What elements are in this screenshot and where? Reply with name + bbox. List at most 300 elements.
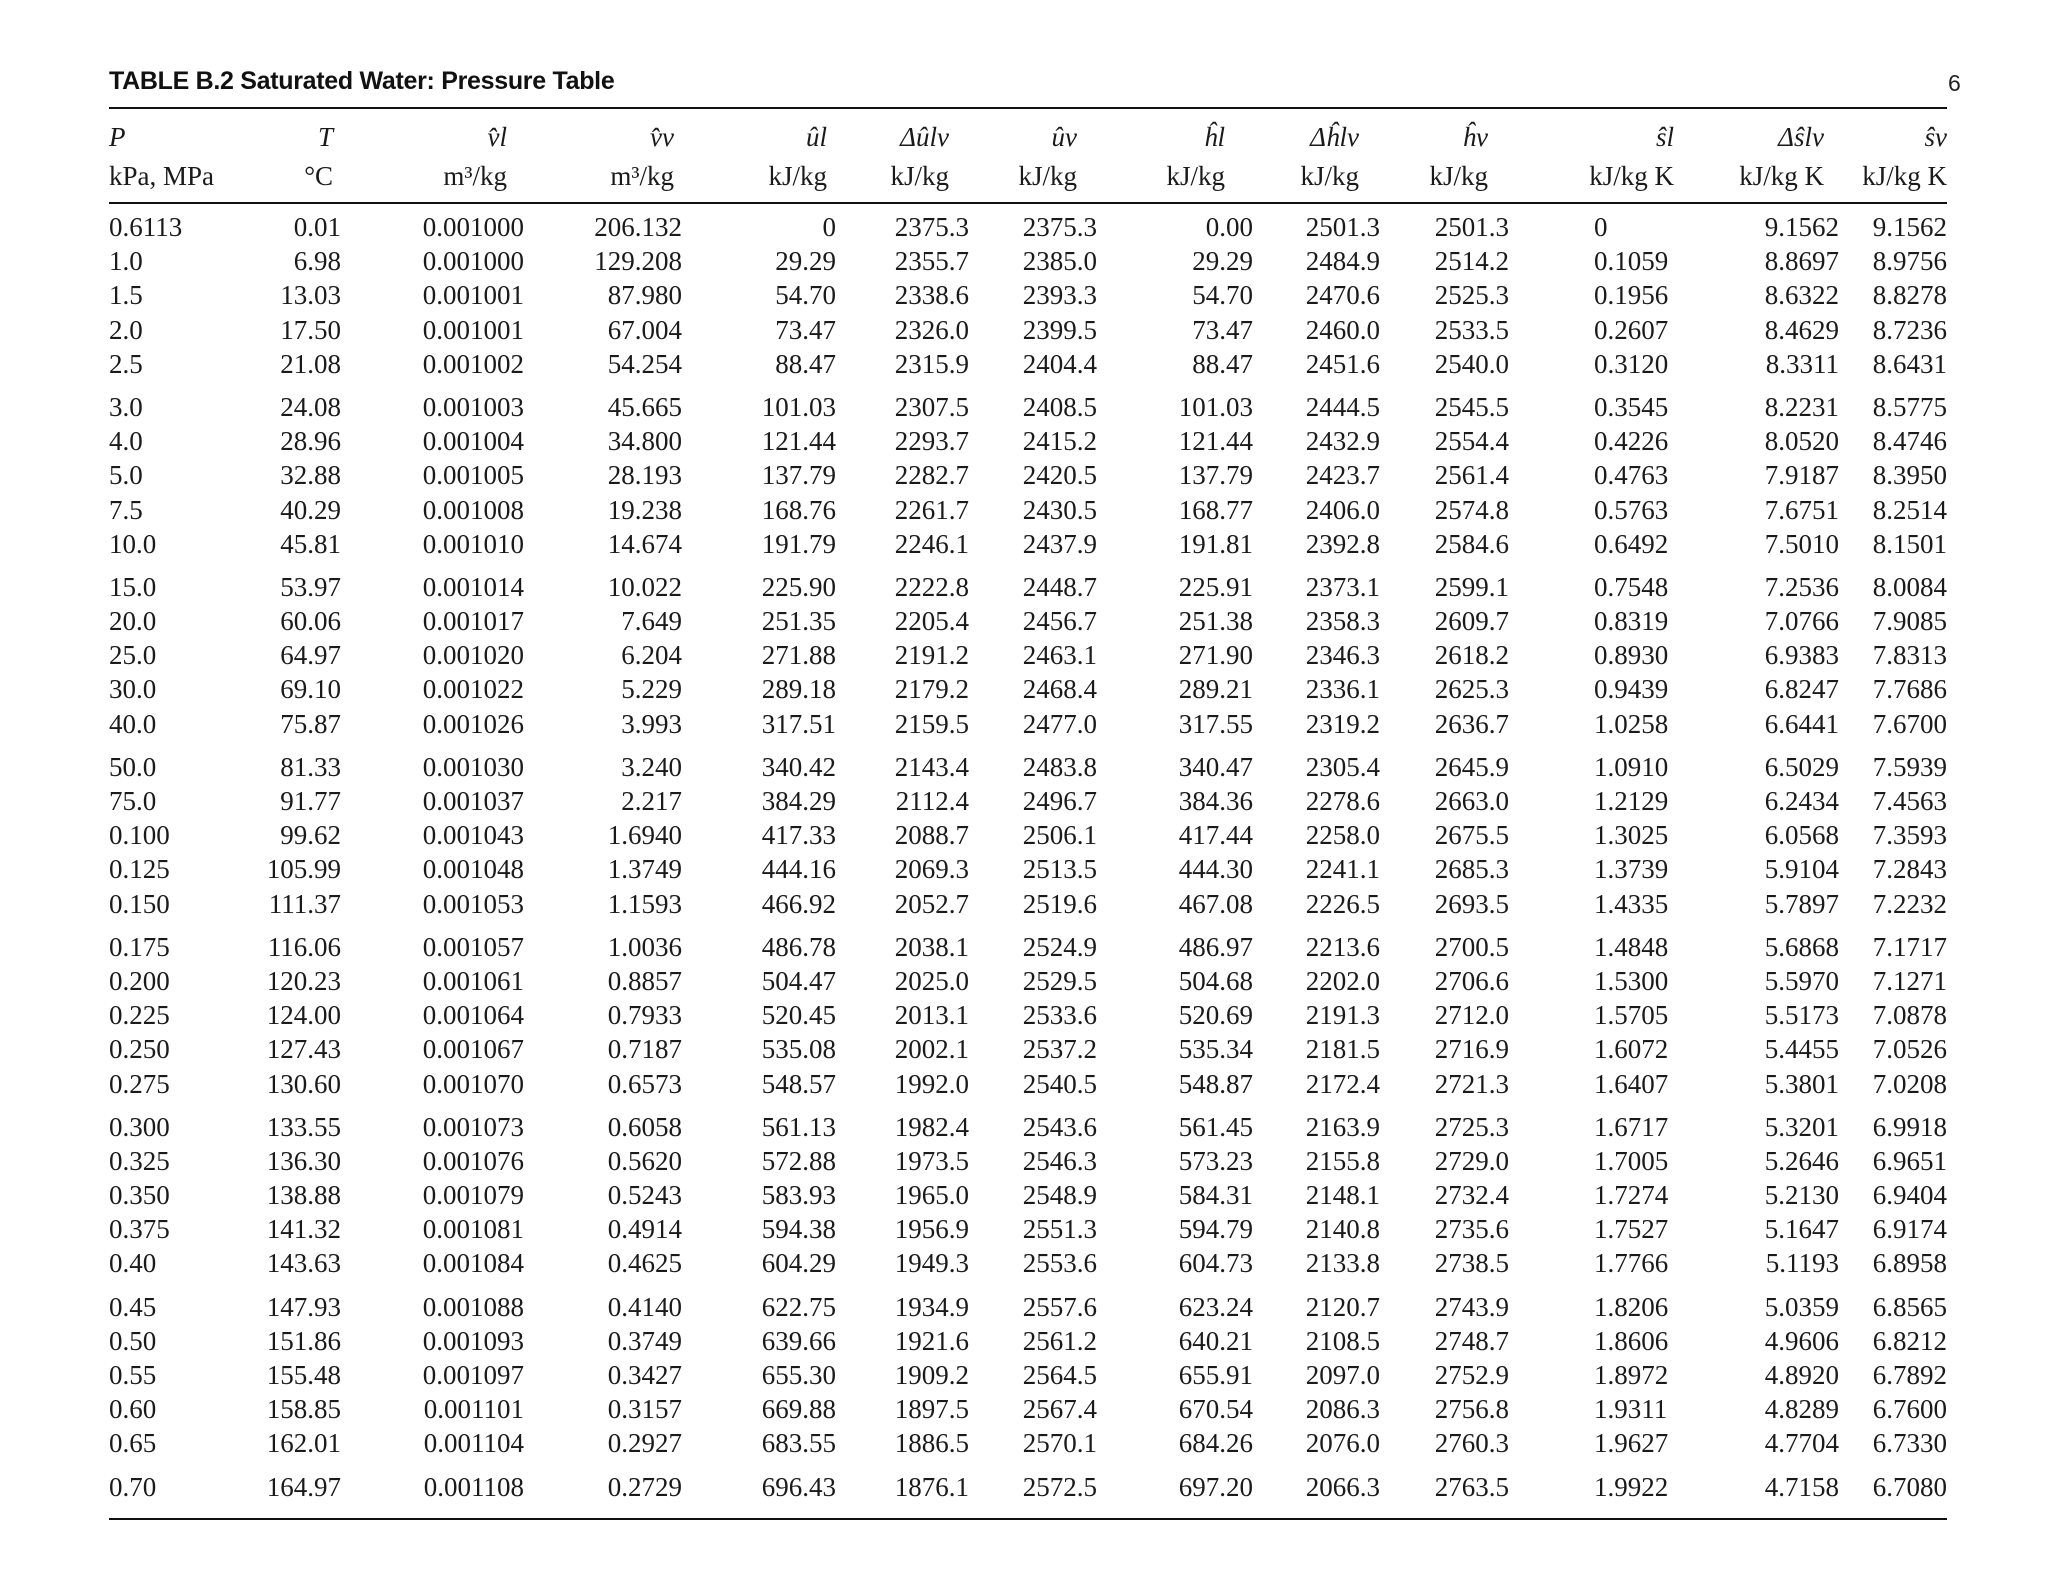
table-row <box>109 818 1947 852</box>
cell-h-liquid: 289.21 <box>1178 674 1253 705</box>
cell-s-evap: 6.0568 <box>1764 820 1839 851</box>
cell-u-vapor: 2540.5 <box>1022 1068 1097 1099</box>
cell-pressure: 0.350 <box>109 1180 170 1211</box>
cell-h-evap: 2278.6 <box>1305 786 1380 816</box>
cell-h-vapor: 2760.3 <box>1434 1428 1509 1459</box>
cell-u-liquid: 504.47 <box>761 965 836 996</box>
cell-v-vapor: 45.665 <box>607 391 682 422</box>
cell-h-vapor: 2599.1 <box>1434 571 1509 602</box>
header-unit-u-vapor: kJ/kg <box>1018 161 1077 191</box>
cell-s-liquid: 1.0258 <box>1594 708 1669 739</box>
cell-s-liquid: 1.0910 <box>1594 751 1669 782</box>
cell-s-vapor: 6.8958 <box>1872 1248 1947 1279</box>
cell-v-vapor: 129.208 <box>594 246 682 277</box>
cell-u-liquid: 520.45 <box>761 1000 836 1031</box>
cell-temperature: 155.48 <box>266 1360 341 1390</box>
cell-h-vapor: 2533.5 <box>1434 314 1509 345</box>
cell-h-liquid: 251.38 <box>1178 606 1253 637</box>
cell-s-vapor: 7.1271 <box>1872 965 1947 996</box>
cell-temperature: 138.88 <box>266 1180 341 1211</box>
cell-s-vapor: 7.5939 <box>1872 751 1947 782</box>
table-row <box>109 1392 1947 1426</box>
cell-v-liquid: 0.001000 <box>422 212 524 242</box>
cell-pressure: 3.0 <box>109 391 143 422</box>
cell-s-liquid: 0.1956 <box>1594 280 1669 311</box>
cell-h-vapor: 2706.6 <box>1434 965 1509 996</box>
cell-h-vapor: 2561.4 <box>1434 460 1509 491</box>
cell-s-liquid: 0 <box>1594 212 1608 242</box>
cell-u-vapor: 2543.6 <box>1022 1111 1097 1142</box>
table-row <box>109 964 1947 998</box>
cell-h-evap: 2484.9 <box>1305 246 1380 277</box>
cell-h-evap: 2358.3 <box>1305 606 1380 637</box>
cell-h-vapor: 2729.0 <box>1434 1145 1509 1176</box>
cell-h-vapor: 2554.4 <box>1434 426 1509 457</box>
cell-h-liquid: 73.47 <box>1192 314 1253 345</box>
cell-pressure: 0.200 <box>109 965 170 996</box>
cell-h-liquid: 573.23 <box>1178 1145 1253 1176</box>
table-body <box>109 210 1947 1513</box>
cell-temperature: 21.08 <box>280 348 341 379</box>
cell-u-vapor: 2408.5 <box>1022 391 1097 422</box>
cell-temperature: 111.37 <box>268 888 341 919</box>
cell-s-vapor: 6.8212 <box>1872 1325 1947 1356</box>
cell-temperature: 6.98 <box>293 246 341 277</box>
cell-s-evap: 7.6751 <box>1764 494 1839 525</box>
cell-temperature: 158.85 <box>266 1394 341 1425</box>
cell-h-vapor: 2685.3 <box>1434 854 1509 885</box>
cell-u-liquid: 384.29 <box>761 786 836 816</box>
cell-temperature: 164.97 <box>266 1471 341 1502</box>
table-row <box>109 493 1947 527</box>
cell-u-liquid: 73.47 <box>775 314 836 345</box>
cell-h-evap: 2258.0 <box>1305 820 1380 851</box>
cell-u-evap: 2052.7 <box>894 888 969 919</box>
cell-u-liquid: 696.43 <box>761 1471 836 1502</box>
cell-u-evap: 2025.0 <box>894 965 969 996</box>
cell-h-evap: 2451.6 <box>1305 348 1380 379</box>
cell-s-evap: 5.6868 <box>1764 931 1839 962</box>
cell-s-evap: 5.4455 <box>1764 1034 1839 1065</box>
cell-temperature: 124.00 <box>266 1000 341 1031</box>
cell-u-evap: 2013.1 <box>894 1000 969 1031</box>
header-unit-u-evap: kJ/kg <box>890 161 949 191</box>
header-unit-v-vapor: m³/kg <box>610 161 674 191</box>
cell-h-liquid: 561.45 <box>1178 1111 1253 1142</box>
cell-s-evap: 8.0520 <box>1764 426 1839 457</box>
cell-u-vapor: 2483.8 <box>1022 751 1097 782</box>
row-group <box>109 1110 1947 1281</box>
page-number: 6 <box>1948 70 1961 96</box>
cell-v-vapor: 2.217 <box>621 786 682 816</box>
table-row <box>109 1358 1947 1392</box>
table-row <box>109 887 1947 921</box>
header-unit-v-liquid: m³/kg <box>443 161 507 191</box>
cell-s-liquid: 0.5763 <box>1594 494 1669 525</box>
cell-pressure: 0.300 <box>109 1111 170 1142</box>
cell-u-liquid: 317.51 <box>761 708 836 739</box>
table-top-rule <box>109 107 1947 109</box>
cell-s-vapor: 6.7892 <box>1872 1360 1947 1390</box>
header-unit-s-evap: kJ/kg K <box>1739 161 1824 191</box>
cell-v-vapor: 67.004 <box>607 314 682 345</box>
cell-pressure: 10.0 <box>109 528 157 559</box>
cell-u-vapor: 2415.2 <box>1022 426 1097 457</box>
cell-s-evap: 8.6322 <box>1764 280 1839 311</box>
cell-h-liquid: 697.20 <box>1178 1471 1253 1502</box>
cell-s-vapor: 6.7600 <box>1872 1394 1947 1425</box>
cell-pressure: 0.225 <box>109 1000 170 1031</box>
header-symbol-s-evap: Δŝlv <box>1778 122 1824 152</box>
cell-u-evap: 1965.0 <box>894 1180 969 1211</box>
cell-s-liquid: 1.6407 <box>1594 1068 1669 1099</box>
cell-h-liquid: 684.26 <box>1178 1428 1253 1459</box>
cell-u-vapor: 2420.5 <box>1022 460 1097 491</box>
cell-s-liquid: 1.8972 <box>1594 1360 1669 1390</box>
cell-v-liquid: 0.001073 <box>422 1111 524 1142</box>
cell-s-evap: 6.2434 <box>1764 786 1839 816</box>
cell-s-evap: 7.5010 <box>1764 528 1839 559</box>
cell-s-vapor: 7.4563 <box>1872 786 1947 816</box>
cell-s-vapor: 6.8565 <box>1872 1291 1947 1322</box>
cell-u-evap: 1934.9 <box>894 1291 969 1322</box>
cell-s-evap: 4.7704 <box>1764 1428 1839 1459</box>
cell-h-evap: 2406.0 <box>1305 494 1380 525</box>
cell-u-evap: 1886.5 <box>894 1428 969 1459</box>
cell-pressure: 0.55 <box>109 1360 157 1390</box>
cell-u-evap: 2338.6 <box>894 280 969 311</box>
cell-s-liquid: 0.6492 <box>1594 528 1669 559</box>
cell-s-liquid: 0.4763 <box>1594 460 1669 491</box>
table-row <box>109 852 1947 886</box>
cell-u-vapor: 2477.0 <box>1022 708 1097 739</box>
cell-v-vapor: 14.674 <box>607 528 682 559</box>
cell-s-liquid: 1.4848 <box>1594 931 1669 962</box>
cell-h-liquid: 317.55 <box>1178 708 1253 739</box>
cell-h-liquid: 225.91 <box>1178 571 1253 602</box>
cell-h-vapor: 2574.8 <box>1434 494 1509 525</box>
cell-s-liquid: 1.9922 <box>1594 1471 1669 1502</box>
cell-pressure: 0.125 <box>109 854 170 885</box>
cell-u-evap: 2222.8 <box>894 571 969 602</box>
cell-h-liquid: 121.44 <box>1178 426 1253 457</box>
cell-h-liquid: 137.79 <box>1178 460 1253 491</box>
cell-u-vapor: 2385.0 <box>1022 246 1097 277</box>
cell-v-liquid: 0.001037 <box>422 786 524 816</box>
cell-u-vapor: 2548.9 <box>1022 1180 1097 1211</box>
cell-pressure: 50.0 <box>109 751 157 782</box>
cell-s-evap: 5.3801 <box>1764 1068 1839 1099</box>
table-row <box>109 1324 1947 1358</box>
cell-u-liquid: 535.08 <box>761 1034 836 1065</box>
cell-u-evap: 2002.1 <box>894 1034 969 1065</box>
cell-s-vapor: 7.7686 <box>1872 674 1947 705</box>
cell-u-evap: 2112.4 <box>895 786 969 816</box>
cell-v-liquid: 0.001017 <box>422 606 524 637</box>
cell-h-liquid: 594.79 <box>1178 1214 1253 1245</box>
cell-h-evap: 2202.0 <box>1305 965 1380 996</box>
cell-temperature: 147.93 <box>266 1291 341 1322</box>
cell-v-liquid: 0.001048 <box>422 854 524 885</box>
table-row <box>109 604 1947 638</box>
cell-u-evap: 2261.7 <box>894 494 969 525</box>
table-bottom-rule <box>109 1518 1947 1520</box>
cell-s-vapor: 7.3593 <box>1872 820 1947 851</box>
cell-u-evap: 1992.0 <box>894 1068 969 1099</box>
header-unit-temperature: °C <box>304 161 333 191</box>
cell-temperature: 64.97 <box>280 640 341 671</box>
cell-u-evap: 2375.3 <box>894 212 969 242</box>
cell-v-vapor: 87.980 <box>607 280 682 311</box>
cell-h-liquid: 340.47 <box>1178 751 1253 782</box>
cell-h-liquid: 29.29 <box>1192 246 1253 277</box>
cell-s-evap: 6.5029 <box>1764 751 1839 782</box>
cell-u-evap: 2326.0 <box>894 314 969 345</box>
cell-h-vapor: 2609.7 <box>1434 606 1509 637</box>
cell-u-liquid: 639.66 <box>761 1325 836 1356</box>
cell-s-vapor: 6.9174 <box>1872 1214 1947 1245</box>
cell-s-evap: 5.5173 <box>1764 1000 1839 1031</box>
cell-v-liquid: 0.001101 <box>423 1394 524 1425</box>
cell-s-liquid: 0.3545 <box>1594 391 1669 422</box>
cell-v-liquid: 0.001057 <box>422 931 524 962</box>
cell-v-vapor: 0.8857 <box>607 965 682 996</box>
cell-h-liquid: 623.24 <box>1178 1291 1253 1322</box>
cell-s-liquid: 1.8606 <box>1594 1325 1669 1356</box>
cell-u-evap: 1897.5 <box>894 1394 969 1425</box>
cell-u-evap: 1982.4 <box>894 1111 969 1142</box>
cell-temperature: 32.88 <box>280 460 341 491</box>
cell-v-liquid: 0.001001 <box>422 280 524 311</box>
cell-h-vapor: 2540.0 <box>1434 348 1509 379</box>
cell-u-vapor: 2468.4 <box>1022 674 1097 705</box>
cell-u-liquid: 417.33 <box>761 820 836 851</box>
cell-u-liquid: 289.18 <box>761 674 836 705</box>
table-row <box>109 930 1947 964</box>
cell-s-liquid: 0.3120 <box>1594 348 1669 379</box>
cell-h-liquid: 520.69 <box>1178 1000 1253 1031</box>
cell-temperature: 17.50 <box>280 314 341 345</box>
cell-v-liquid: 0.001010 <box>422 528 524 559</box>
cell-temperature: 127.43 <box>266 1034 341 1065</box>
header-symbol-v-vapor: v̂v <box>650 122 674 152</box>
cell-h-evap: 2444.5 <box>1305 391 1380 422</box>
cell-u-evap: 2069.3 <box>894 854 969 885</box>
table-row <box>109 784 1947 818</box>
cell-v-liquid: 0.001030 <box>422 751 524 782</box>
cell-s-vapor: 6.7080 <box>1872 1471 1947 1502</box>
header-symbol-u-liquid: ûl <box>805 122 827 152</box>
cell-temperature: 53.97 <box>280 571 341 602</box>
header-unit-u-liquid: kJ/kg <box>768 161 827 191</box>
table-row <box>109 1246 1947 1280</box>
cell-temperature: 75.87 <box>280 708 341 739</box>
cell-h-liquid: 88.47 <box>1192 348 1253 379</box>
table-row <box>109 347 1947 381</box>
cell-h-liquid: 655.91 <box>1178 1360 1253 1390</box>
cell-u-liquid: 137.79 <box>761 460 836 491</box>
header-symbol-h-liquid: ĥl <box>1203 122 1225 152</box>
cell-s-vapor: 7.9085 <box>1872 606 1947 637</box>
cell-h-liquid: 584.31 <box>1178 1180 1253 1211</box>
cell-h-liquid: 504.68 <box>1178 965 1253 996</box>
cell-u-vapor: 2404.4 <box>1022 348 1097 379</box>
cell-u-liquid: 561.13 <box>761 1111 836 1142</box>
cell-s-liquid: 1.7005 <box>1594 1145 1669 1176</box>
cell-pressure: 0.65 <box>109 1428 157 1459</box>
cell-u-vapor: 2430.5 <box>1022 494 1097 525</box>
cell-u-liquid: 466.92 <box>761 888 836 919</box>
cell-h-evap: 2140.8 <box>1305 1214 1380 1245</box>
cell-h-vapor: 2735.6 <box>1434 1214 1509 1245</box>
cell-u-liquid: 340.42 <box>761 751 836 782</box>
cell-v-vapor: 1.1593 <box>607 888 682 919</box>
cell-h-vapor: 2716.9 <box>1434 1034 1509 1065</box>
cell-v-liquid: 0.001079 <box>422 1180 524 1211</box>
cell-u-evap: 1956.9 <box>894 1214 969 1245</box>
cell-s-liquid: 1.3025 <box>1594 820 1669 851</box>
cell-pressure: 20.0 <box>109 606 157 637</box>
cell-h-vapor: 2756.8 <box>1434 1394 1509 1425</box>
cell-u-liquid: 101.03 <box>761 391 836 422</box>
cell-h-liquid: 101.03 <box>1178 391 1253 422</box>
cell-temperature: 24.08 <box>280 391 341 422</box>
cell-u-vapor: 2448.7 <box>1022 571 1097 602</box>
cell-h-vapor: 2721.3 <box>1434 1068 1509 1099</box>
cell-s-evap: 9.1562 <box>1764 212 1839 242</box>
cell-temperature: 120.23 <box>266 965 341 996</box>
cell-s-vapor: 8.2514 <box>1872 494 1947 525</box>
cell-u-evap: 1973.5 <box>894 1145 969 1176</box>
cell-u-vapor: 2529.5 <box>1022 965 1097 996</box>
cell-h-vapor: 2743.9 <box>1434 1291 1509 1322</box>
cell-h-evap: 2133.8 <box>1305 1248 1380 1279</box>
table-row <box>109 998 1947 1032</box>
cell-u-liquid: 168.76 <box>761 494 836 525</box>
header-unit-h-liquid: kJ/kg <box>1166 161 1225 191</box>
cell-u-vapor: 2546.3 <box>1022 1145 1097 1176</box>
cell-h-liquid: 604.73 <box>1178 1248 1253 1279</box>
cell-s-vapor: 7.1717 <box>1872 931 1947 962</box>
cell-temperature: 69.10 <box>280 674 341 705</box>
header-unit-h-vapor: kJ/kg <box>1429 161 1488 191</box>
header-symbol-temperature: T <box>317 122 333 152</box>
table-row <box>109 278 1947 312</box>
cell-s-vapor: 7.0208 <box>1872 1068 1947 1099</box>
cell-u-liquid: 191.79 <box>761 528 836 559</box>
cell-h-liquid: 486.97 <box>1178 931 1253 962</box>
header-symbol-h-evap: Δĥlv <box>1310 122 1359 152</box>
cell-v-liquid: 0.001108 <box>423 1471 524 1502</box>
cell-v-vapor: 19.238 <box>607 494 682 525</box>
cell-h-vapor: 2732.4 <box>1434 1180 1509 1211</box>
table-row <box>109 1144 1947 1178</box>
cell-u-evap: 1876.1 <box>894 1471 969 1502</box>
cell-v-liquid: 0.001076 <box>422 1145 524 1176</box>
table-row <box>109 244 1947 278</box>
cell-u-liquid: 271.88 <box>761 640 836 671</box>
cell-s-evap: 8.4629 <box>1764 314 1839 345</box>
cell-h-liquid: 548.87 <box>1178 1068 1253 1099</box>
cell-u-vapor: 2564.5 <box>1022 1360 1097 1390</box>
cell-pressure: 0.45 <box>109 1291 157 1322</box>
cell-temperature: 45.81 <box>280 528 341 559</box>
cell-s-vapor: 6.9918 <box>1872 1111 1947 1142</box>
table-row <box>109 570 1947 604</box>
cell-h-liquid: 191.81 <box>1178 528 1253 559</box>
cell-h-vapor: 2645.9 <box>1434 751 1509 782</box>
cell-s-vapor: 7.8313 <box>1872 640 1947 671</box>
cell-h-vapor: 2618.2 <box>1434 640 1509 671</box>
cell-pressure: 2.0 <box>109 314 143 345</box>
header-unit-pressure: kPa, MPa <box>109 161 215 191</box>
cell-v-liquid: 0.001084 <box>422 1248 524 1279</box>
cell-s-vapor: 7.6700 <box>1872 708 1947 739</box>
table-header-rule <box>109 202 1947 204</box>
cell-u-liquid: 655.30 <box>761 1360 836 1390</box>
cell-pressure: 4.0 <box>109 426 143 457</box>
cell-s-evap: 5.2646 <box>1764 1145 1839 1176</box>
cell-u-evap: 2307.5 <box>894 391 969 422</box>
cell-v-liquid: 0.001088 <box>422 1291 524 1322</box>
cell-s-liquid: 1.6717 <box>1594 1111 1669 1142</box>
cell-v-vapor: 1.0036 <box>607 931 682 962</box>
table-row <box>109 1067 1947 1101</box>
cell-h-liquid: 444.30 <box>1178 854 1253 885</box>
cell-v-liquid: 0.001081 <box>422 1214 524 1245</box>
cell-u-evap: 1949.3 <box>894 1248 969 1279</box>
cell-temperature: 130.60 <box>266 1068 341 1099</box>
cell-s-evap: 5.2130 <box>1764 1180 1839 1211</box>
cell-h-evap: 2501.3 <box>1305 212 1380 242</box>
cell-u-vapor: 2533.6 <box>1022 1000 1097 1031</box>
cell-s-evap: 7.2536 <box>1764 571 1839 602</box>
cell-pressure: 0.60 <box>109 1394 157 1425</box>
cell-s-vapor: 8.8278 <box>1872 280 1947 311</box>
table-row <box>109 1032 1947 1066</box>
cell-s-evap: 4.9606 <box>1764 1325 1839 1356</box>
cell-h-evap: 2097.0 <box>1305 1360 1380 1390</box>
cell-s-liquid: 0.8319 <box>1594 606 1669 637</box>
cell-u-evap: 2143.4 <box>894 751 969 782</box>
cell-temperature: 162.01 <box>266 1428 341 1459</box>
cell-v-vapor: 0.4625 <box>607 1248 682 1279</box>
cell-s-liquid: 0.9439 <box>1594 674 1669 705</box>
cell-h-evap: 2346.3 <box>1305 640 1380 671</box>
cell-s-vapor: 8.4746 <box>1872 426 1947 457</box>
cell-v-vapor: 54.254 <box>607 348 682 379</box>
cell-u-vapor: 2393.3 <box>1022 280 1097 311</box>
cell-u-liquid: 622.75 <box>761 1291 836 1322</box>
cell-v-liquid: 0.001004 <box>422 426 524 457</box>
cell-v-vapor: 0.7933 <box>607 1000 682 1031</box>
cell-u-liquid: 572.88 <box>761 1145 836 1176</box>
cell-s-vapor: 6.7330 <box>1872 1428 1947 1459</box>
cell-v-liquid: 0.001061 <box>422 965 524 996</box>
cell-v-vapor: 0.2729 <box>607 1471 682 1502</box>
cell-v-liquid: 0.001003 <box>422 391 524 422</box>
cell-u-liquid: 583.93 <box>761 1180 836 1211</box>
cell-h-evap: 2460.0 <box>1305 314 1380 345</box>
cell-s-vapor: 7.2232 <box>1872 888 1947 919</box>
cell-s-liquid: 1.4335 <box>1594 888 1669 919</box>
cell-u-vapor: 2557.6 <box>1022 1291 1097 1322</box>
cell-s-evap: 5.5970 <box>1764 965 1839 996</box>
header-symbols-row <box>109 120 1947 154</box>
cell-pressure: 0.375 <box>109 1214 170 1245</box>
cell-v-liquid: 0.001002 <box>422 348 524 379</box>
cell-h-vapor: 2748.7 <box>1434 1325 1509 1356</box>
